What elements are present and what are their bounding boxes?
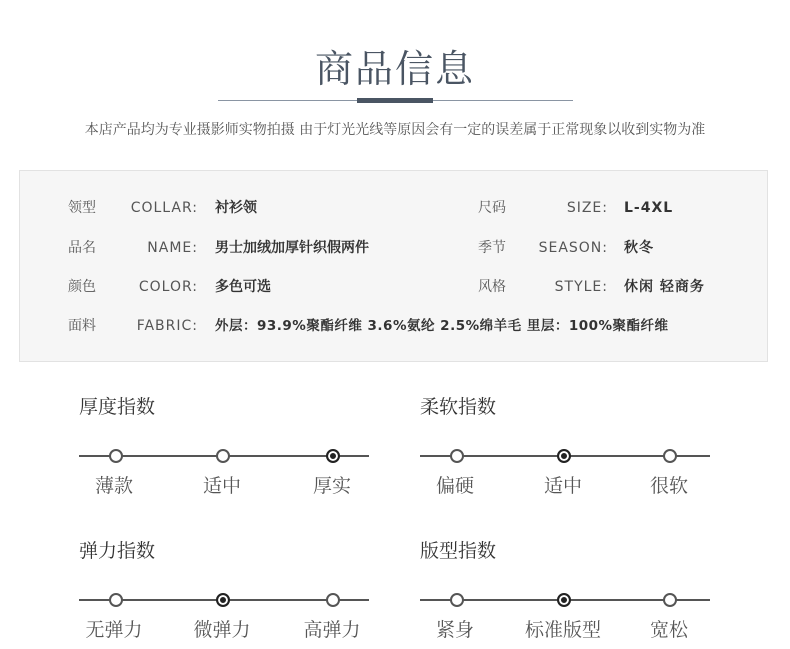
spec-row-collar bbox=[20, 198, 769, 218]
spec-label-cn: 品名 bbox=[68, 240, 96, 256]
index-option-label: 无弹力 bbox=[85, 619, 143, 641]
index-option-label: 厚实 bbox=[312, 475, 351, 497]
index-option-dot-selected bbox=[326, 449, 340, 463]
spec-label-en: COLOR: bbox=[138, 279, 198, 295]
spec-label-en: COLLAR: bbox=[130, 200, 198, 216]
index-option-label: 适中 bbox=[202, 475, 241, 497]
index-option-dot bbox=[109, 449, 123, 463]
spec-label-cn: 领型 bbox=[68, 200, 96, 216]
spec-label-en: SEASON: bbox=[538, 240, 608, 256]
index-option-label: 偏硬 bbox=[435, 475, 474, 497]
spec-label-en: FABRIC: bbox=[136, 318, 198, 334]
index-option-dot bbox=[216, 449, 230, 463]
index-title: 柔软指数 bbox=[420, 396, 497, 418]
index-option-dot bbox=[450, 593, 464, 607]
index-title: 厚度指数 bbox=[79, 396, 156, 418]
spec-value: L-4XL bbox=[624, 200, 674, 216]
spec-label-cn: 季节 bbox=[478, 240, 506, 256]
index-option-dot bbox=[109, 593, 123, 607]
spec-value: 多色可选 bbox=[215, 279, 271, 295]
index-option-dot bbox=[450, 449, 464, 463]
spec-label-en: STYLE: bbox=[554, 279, 608, 295]
thickness-index bbox=[79, 392, 379, 502]
index-option-dot-selected bbox=[557, 593, 571, 607]
index-option-dot bbox=[663, 593, 677, 607]
spec-label-en: SIZE: bbox=[566, 200, 608, 216]
spec-row-name bbox=[20, 238, 769, 258]
index-title: 版型指数 bbox=[420, 540, 497, 562]
elasticity-index bbox=[79, 536, 379, 646]
index-title: 弹力指数 bbox=[79, 540, 156, 562]
index-option-label: 宽松 bbox=[649, 619, 688, 641]
spec-table bbox=[19, 170, 768, 362]
index-option-dot-selected bbox=[557, 449, 571, 463]
index-option-label: 标准版型 bbox=[524, 619, 601, 641]
index-option-dot-selected bbox=[216, 593, 230, 607]
index-option-dot bbox=[663, 449, 677, 463]
spec-label-cn: 面料 bbox=[68, 318, 96, 334]
index-option-label: 紧身 bbox=[435, 619, 474, 641]
spec-label-cn: 尺码 bbox=[478, 200, 506, 216]
spec-value: 衬衫领 bbox=[215, 200, 257, 216]
index-option-label: 高弹力 bbox=[303, 619, 361, 641]
spec-row-fabric bbox=[20, 316, 769, 336]
spec-value: 秋冬 bbox=[624, 240, 654, 256]
fit-index bbox=[420, 536, 720, 646]
spec-label-en: NAME: bbox=[147, 240, 198, 256]
page-title: 商品信息 bbox=[314, 47, 475, 91]
spec-label-cn: 颜色 bbox=[68, 279, 96, 295]
softness-index bbox=[420, 392, 720, 502]
index-option-dot bbox=[326, 593, 340, 607]
title-divider-accent bbox=[357, 98, 433, 103]
spec-label-cn: 风格 bbox=[478, 279, 506, 295]
spec-value: 休闲 轻商务 bbox=[624, 279, 705, 295]
page-subtitle: 本店产品均为专业摄影师实物拍摄 由于灯光光线等原因会有一定的误差属于正常现象以收到实物为准 bbox=[84, 122, 706, 138]
index-option-label: 薄款 bbox=[94, 475, 133, 497]
index-option-label: 适中 bbox=[543, 475, 582, 497]
spec-value: 男士加绒加厚针织假两件 bbox=[215, 240, 369, 256]
index-option-label: 微弹力 bbox=[193, 619, 251, 641]
index-option-label: 很软 bbox=[649, 475, 688, 497]
spec-value: 外层：93.9%聚酯纤维 3.6%氨纶 2.5%绵羊毛 里层：100%聚酯纤维 bbox=[215, 318, 669, 334]
spec-row-color bbox=[20, 277, 769, 297]
